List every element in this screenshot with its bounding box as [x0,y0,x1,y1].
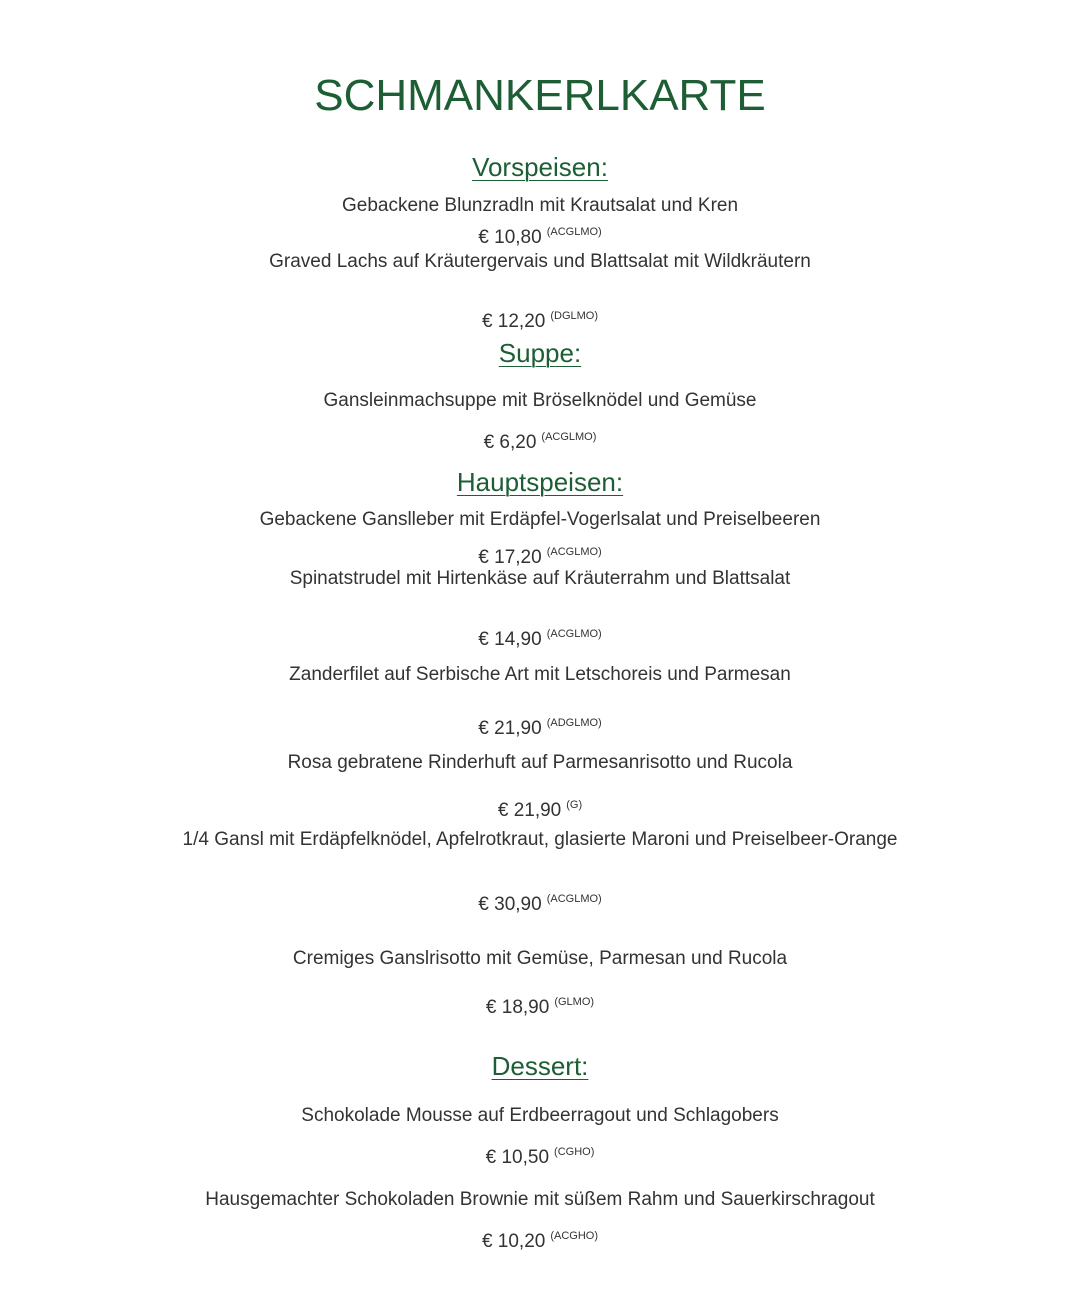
dish-price-line [0,1140,1080,1170]
page-title: SCHMANKERLKARTE [314,71,766,120]
dish-price: € 10,20 [481,1231,546,1252]
dish-price: € 6,20 [483,432,537,453]
dish-price-line [0,990,1080,1020]
dish-price-line [0,220,1080,250]
dish-price-line [0,622,1080,652]
dish-name: Hausgemachter Schokoladen Brownie mit süßem Rahm und Sauerkirschragout [205,1189,875,1210]
dish-name: Cremiges Ganslrisotto mit Gemüse, Parmesan und Rucola [292,948,788,969]
allergen-codes: (ACGLMO) [546,226,602,238]
allergen-codes: (ACGLMO) [546,628,602,640]
allergen-codes: (ACGLMO) [546,546,602,558]
allergen-codes: (GLMO) [554,996,595,1008]
dish-price: € 14,90 [478,629,542,650]
dish-name: 1/4 Gansl mit Erdäpfelknödel, Apfelrotkraut, glasierte Maroni und Preiselbeer-Orange [182,829,898,850]
dish-price-line [0,425,1080,455]
allergen-codes: (G) [566,799,583,811]
dish-price: € 17,20 [478,547,542,568]
dish-price: € 21,90 [478,718,542,739]
dish-price: € 30,90 [478,894,542,915]
dish-price: € 12,20 [481,311,546,332]
section-heading-suppe: Suppe: [498,338,582,368]
dish-name: Gansleinmachsuppe mit Bröselknödel und Gemüse [323,390,757,411]
dish-name: Gebackene Ganslleber mit Erdäpfel-Vogerlsalat und Preiselbeeren [259,509,821,530]
dish-name: Graved Lachs auf Kräutergervais und Blattsalat mit Wildkräutern [269,251,811,272]
dish-price: € 18,90 [485,997,550,1018]
dish-name: Schokolade Mousse auf Erdbeerragout und Schlagobers [301,1105,779,1126]
allergen-codes: (DGLMO) [550,310,599,322]
dish-price-line [0,793,1080,823]
dish-name: Spinatstrudel mit Hirtenkäse auf Kräuterrahm und Blattsalat [289,568,791,589]
dish-price: € 10,50 [485,1147,550,1168]
dish-price-line [0,887,1080,917]
dish-name: Zanderfilet auf Serbische Art mit Letschoreis und Parmesan [289,664,791,685]
dish-name: Gebackene Blunzradln mit Krautsalat und Kren [341,195,739,216]
allergen-codes: (ACGLMO) [546,893,602,905]
dish-price: € 10,80 [478,227,542,248]
dish-name: Rosa gebratene Rinderhuft auf Parmesanrisotto und Rucola [287,752,793,773]
dish-price-line [0,711,1080,741]
dish-price: € 21,90 [497,800,562,821]
dish-price-line [0,304,1080,334]
dish-price-line [0,1224,1080,1254]
section-heading-hauptspeisen: Hauptspeisen: [456,467,624,497]
allergen-codes: (ACGHO) [550,1230,599,1242]
allergen-codes: (CGHO) [554,1146,595,1158]
allergen-codes: (ACGLMO) [541,431,597,443]
section-heading-vorspeisen: Vorspeisen: [472,152,608,182]
allergen-codes: (ADGLMO) [546,717,602,729]
section-heading-dessert: Dessert: [491,1051,589,1081]
dish-price-line [0,540,1080,570]
